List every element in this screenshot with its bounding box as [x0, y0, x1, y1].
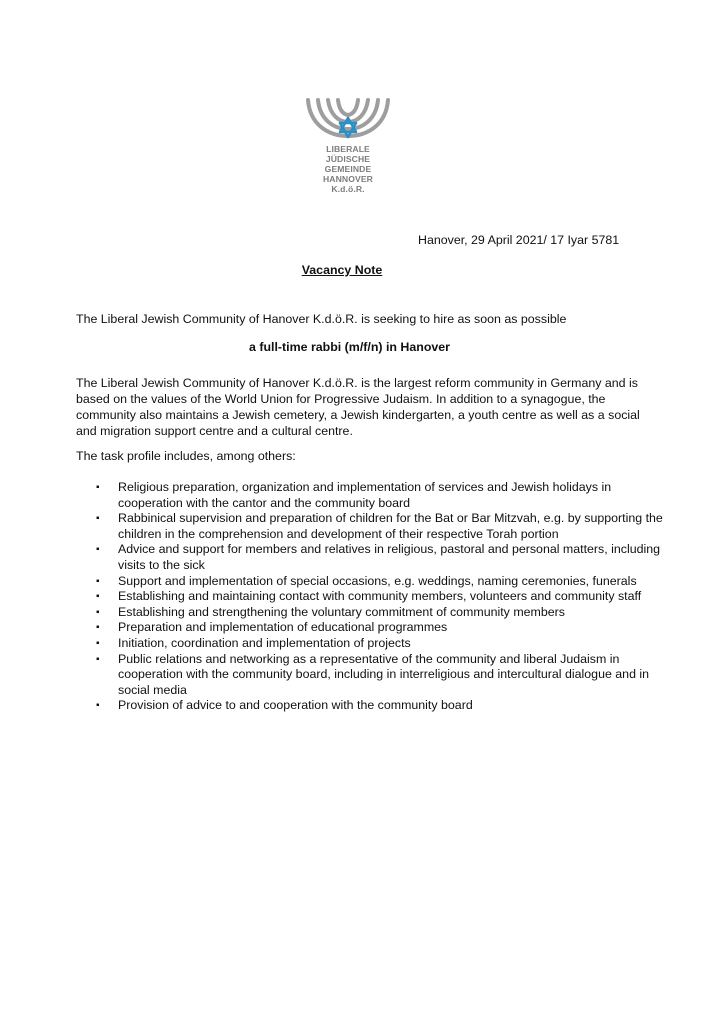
bullet-icon: ▪: [96, 700, 100, 712]
logo-wordmark: [300, 144, 396, 194]
task-text: Support and implementation of special occasions, e.g. weddings, naming ceremonies, funerals: [118, 573, 637, 588]
bullet-icon: ▪: [96, 513, 100, 525]
task-text: Preparation and implementation of educational programmes: [118, 620, 448, 635]
logo-line: GEMEINDE: [324, 164, 372, 174]
bullet-icon: ▪: [96, 606, 100, 618]
menorah-icon: [300, 96, 396, 146]
vacancy-heading: [0, 263, 724, 277]
task-item: [76, 574, 666, 590]
bullet-icon: ▪: [96, 622, 100, 634]
task-text: Religious preparation, organization and implementation of services and Jewish holidays in cooperation with the cantor and the community board: [118, 480, 612, 510]
intro-sentence: The Liberal Jewish Community of Hanover K.d.ö.R. is seeking to hire as soon as possible: [76, 312, 567, 326]
task-text: Initiation, coordination and implementation of projects: [118, 635, 411, 650]
logo-line: K.d.ö.R.: [331, 184, 365, 194]
task-item: [76, 589, 666, 605]
tasks-intro: The task profile includes, among others:: [76, 449, 296, 463]
task-text: Rabbinical supervision and preparation of children for the Bat or Bar Mitzvah, e.g. by supporting the children in the comprehension and development of their respective Torah portion: [118, 511, 663, 541]
logo-line: LIBERALE: [326, 144, 370, 154]
task-text: Public relations and networking as a representative of the community and liberal Judaism in cooperation with the community board, including in interreligious and intercultural dialogue and in social media: [118, 651, 650, 697]
task-text: Establishing and strengthening the voluntary commitment of community members: [118, 604, 565, 619]
bullet-icon: ▪: [96, 482, 100, 493]
description-paragraph: The Liberal Jewish Community of Hanover K.d.ö.R. is the largest reform community in Germany and is based on the values of the World Union for Progressive Judaism. In addition to a synagogue, the community also maintains a Jewish cemetery, a Jewish kindergarten, a youth centre as well as a social and migration support centre and a cultural centre.: [76, 376, 640, 438]
community-description: [76, 375, 656, 439]
position-title-text: a full-time rabbi (m/f/n) in Hanover: [248, 340, 451, 354]
bullet-icon: ▪: [96, 637, 100, 649]
position-title: [0, 340, 724, 354]
task-item: [76, 620, 666, 636]
task-text: Establishing and maintaining contact with community members, volunteers and community staff: [118, 589, 642, 604]
task-text: Provision of advice to and cooperation with the community board: [118, 698, 473, 713]
logo-line: JÜDISCHE: [325, 154, 371, 164]
date-line: Hanover, 29 April 2021/ 17 Iyar 5781: [418, 233, 620, 247]
bullet-icon: ▪: [96, 653, 100, 665]
task-item: [76, 511, 666, 542]
task-text: Advice and support for members and relatives in religious, pastoral and personal matters, including visits to the sick: [118, 542, 661, 572]
task-item: [76, 698, 666, 714]
logo-line: HANNOVER: [323, 174, 373, 184]
task-item: [76, 480, 666, 511]
task-item: [76, 605, 666, 621]
task-item: [76, 636, 666, 652]
vacancy-heading-text: Vacancy Note: [301, 263, 383, 277]
community-logo: [300, 96, 396, 212]
bullet-icon: ▪: [96, 591, 100, 603]
task-item: [76, 542, 666, 573]
bullet-icon: ▪: [96, 544, 100, 556]
task-list: [76, 480, 666, 714]
bullet-icon: ▪: [96, 575, 100, 587]
task-item: [76, 652, 666, 699]
